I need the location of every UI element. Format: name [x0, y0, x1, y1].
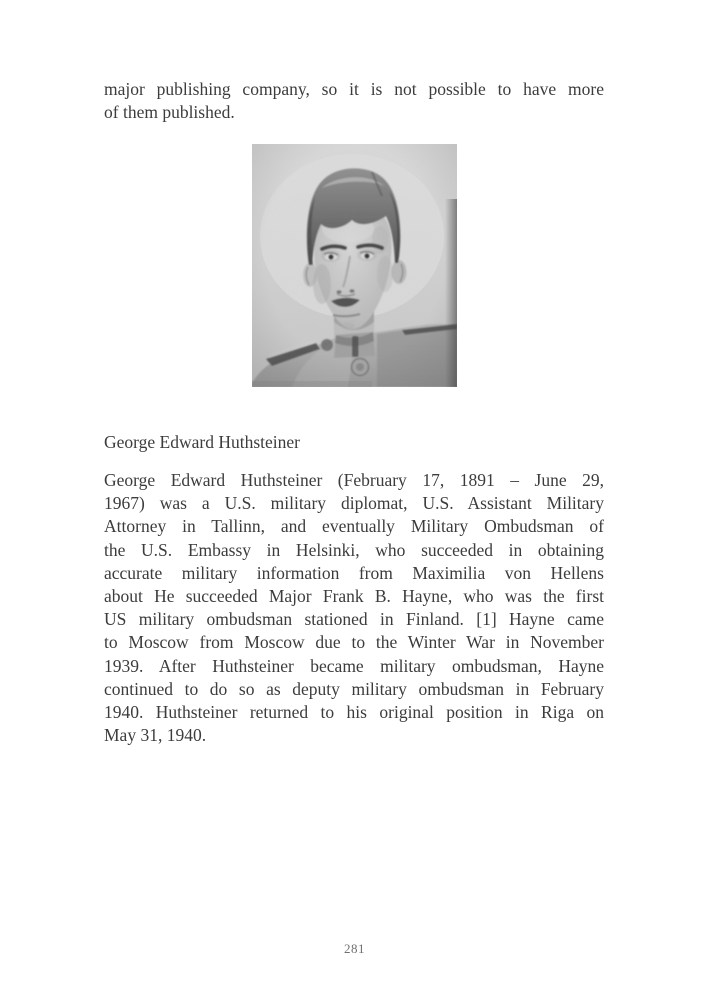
portrait-photo: [252, 144, 457, 387]
text-line: 1967) was a U.S. military diplomat, U.S. Assistant Military: [104, 493, 604, 514]
text-line: major publishing company, so it is not possible to have more: [104, 79, 604, 99]
text-line: May 31, 1940.: [104, 725, 207, 746]
article-paragraph: [104, 469, 604, 747]
text-line: accurate military information from Maximilia von Hellens: [104, 562, 604, 583]
text-line: US military ombudsman stationed in Finland. [1] Hayne came: [104, 609, 604, 630]
intro-paragraph: [104, 78, 604, 124]
text-line: to Moscow from Moscow due to the Winter War in November: [104, 632, 604, 653]
text-line: Attorney in Tallinn, and eventually Military Ombudsman of: [104, 516, 604, 537]
text-line: 1940. Huthsteiner returned to his original position in Riga on: [104, 702, 604, 723]
text-line: 1939. After Huthsteiner became military ombudsman, Hayne: [104, 655, 604, 676]
page-number: 281: [344, 941, 365, 956]
portrait-photo-graphic: [252, 144, 457, 387]
photo-caption: George Edward Huthsteiner: [104, 432, 301, 452]
text-line: of them published.: [104, 102, 235, 123]
text-line: the U.S. Embassy in Helsinki, who succeeded in obtaining: [104, 539, 604, 560]
text-line: about He succeeded Major Frank B. Hayne, who was the first: [104, 586, 604, 607]
text-line: continued to do so as deputy military ombudsman in February: [104, 678, 604, 699]
text-line: George Edward Huthsteiner (February 17, 1891 – June 29,: [104, 470, 604, 490]
